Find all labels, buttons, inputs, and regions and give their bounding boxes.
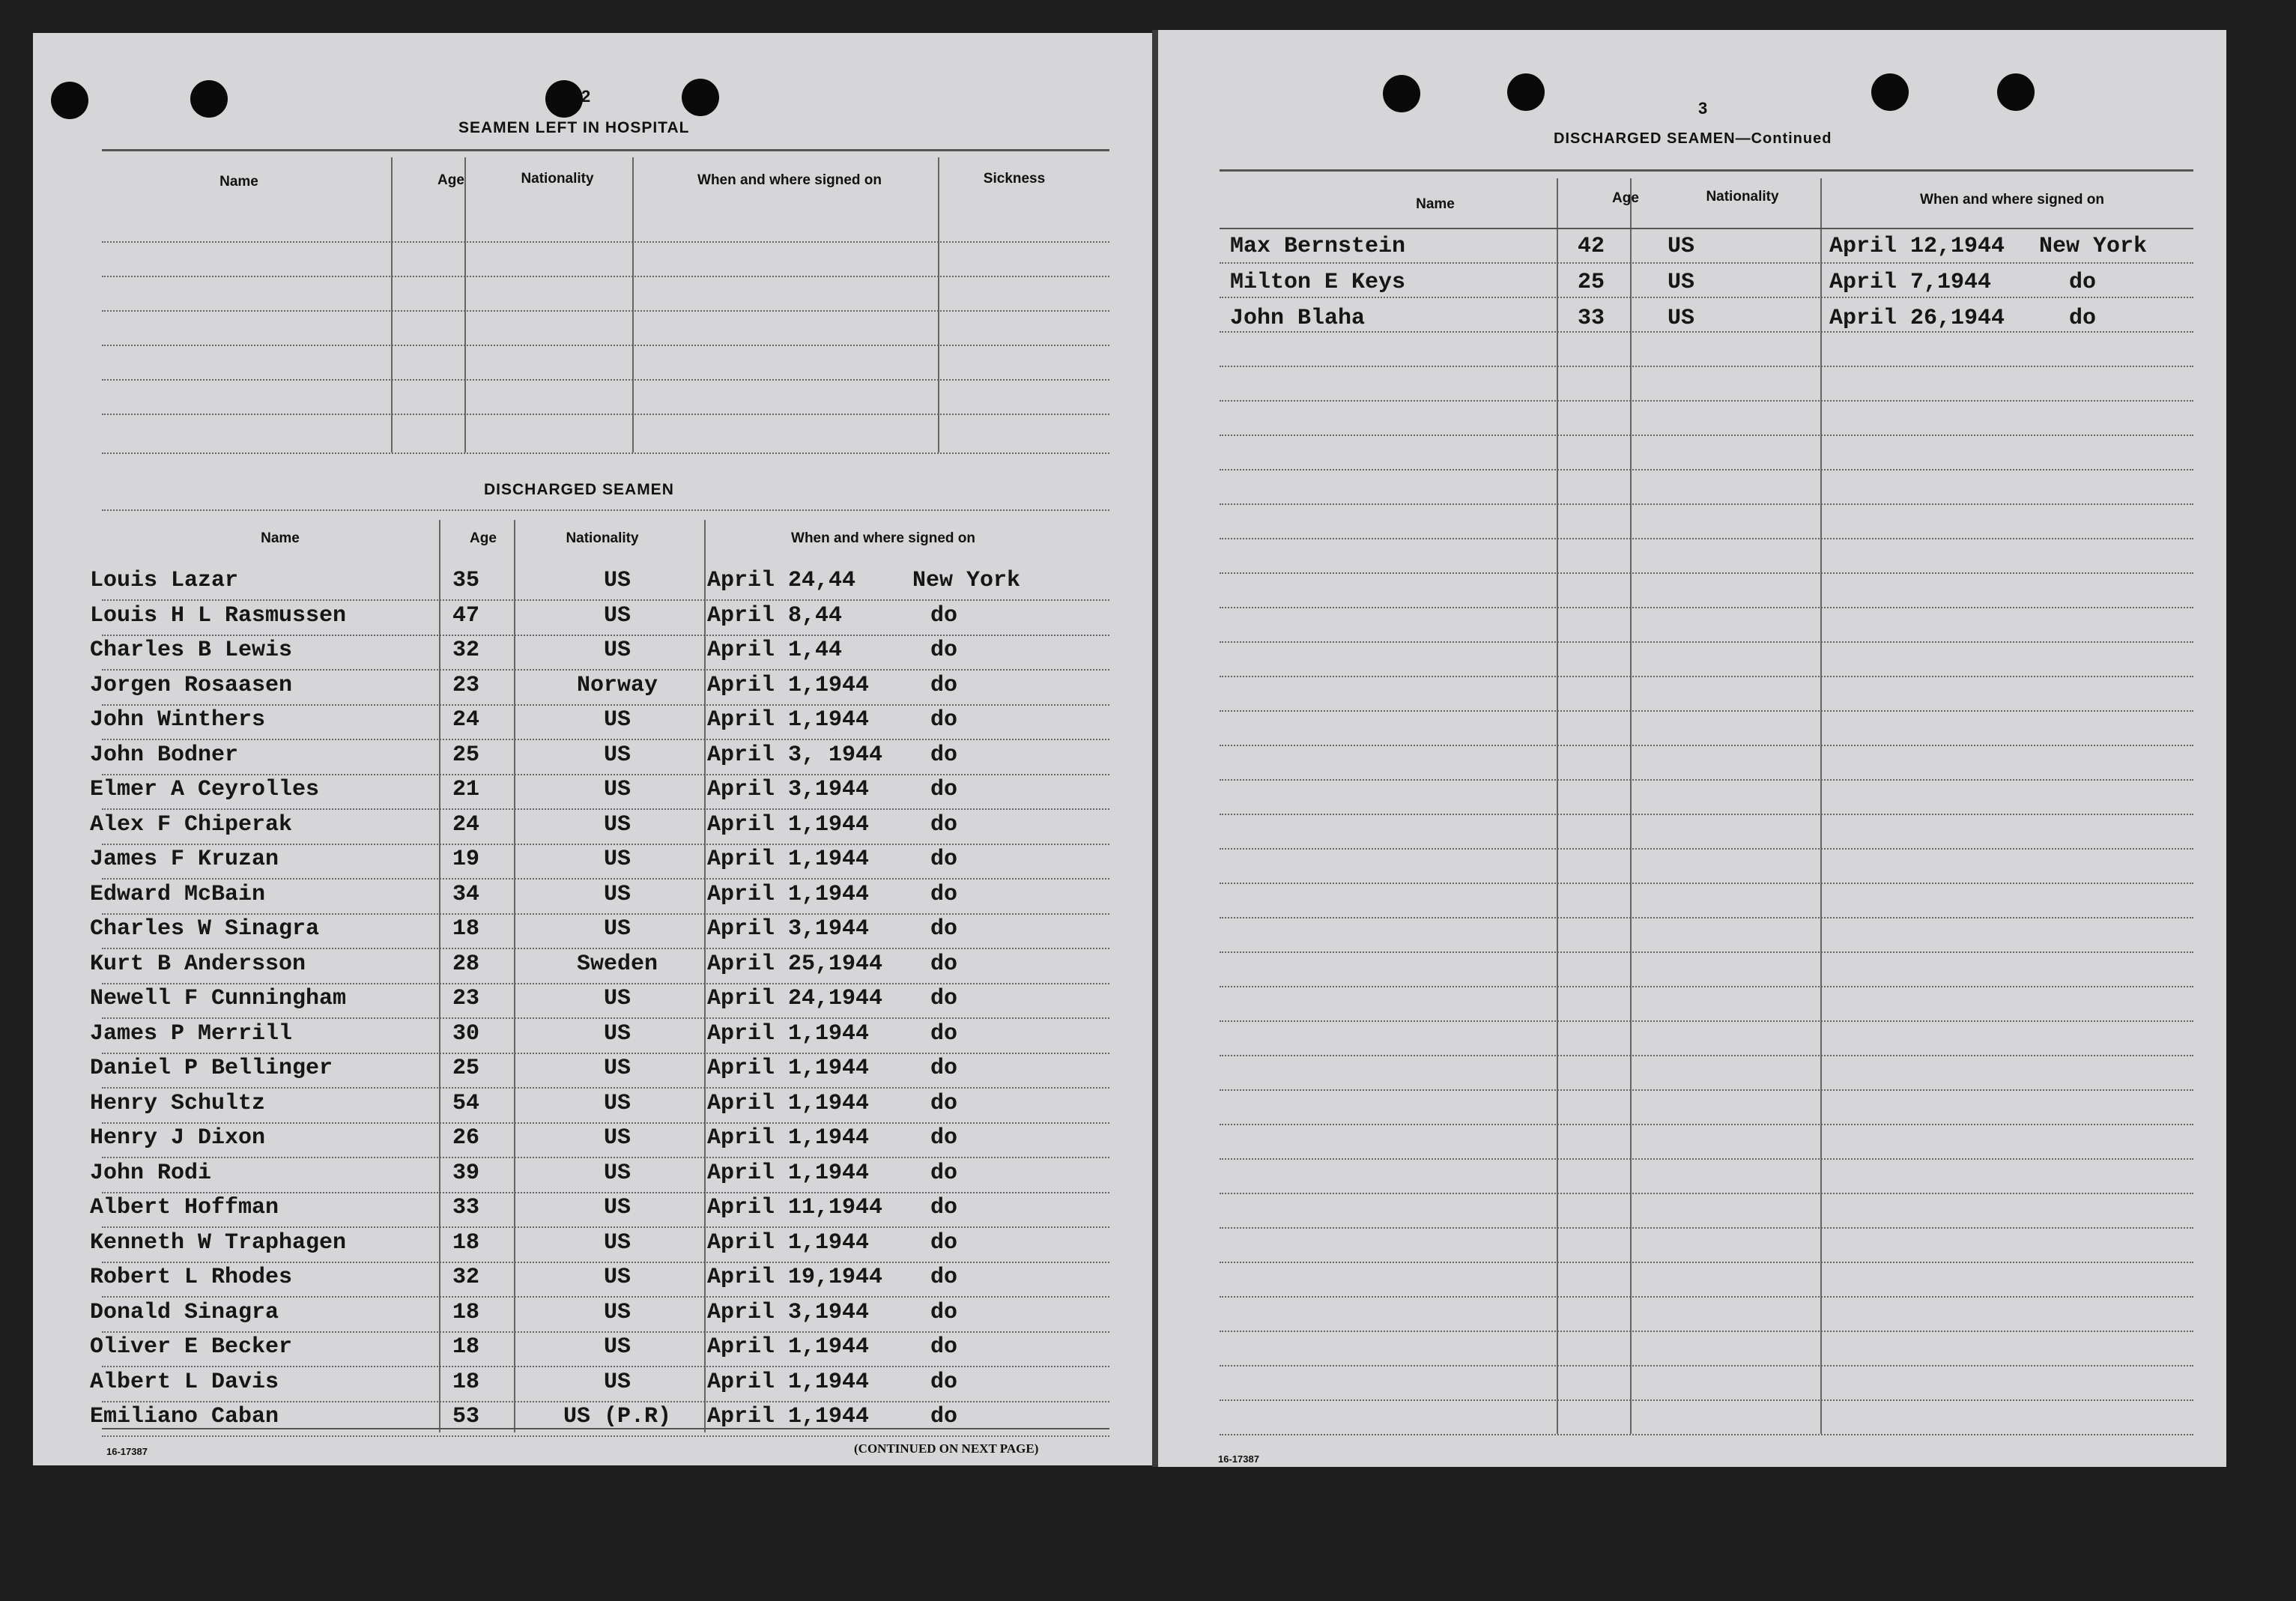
seaman-name: Daniel P Bellinger (90, 1056, 333, 1081)
seaman-name: Elmer A Ceyrolles (90, 777, 320, 802)
seaman-nationality: US (P.R) (563, 1404, 672, 1429)
row-rule (1220, 1434, 2193, 1435)
seaman-nationality: US (603, 1195, 631, 1220)
signed-on-place: do (930, 1091, 958, 1116)
seaman-nationality: US (603, 916, 631, 942)
column-header-nationality: Nationality (1706, 189, 1779, 205)
signed-on-date: April 1,1944 (707, 1404, 870, 1429)
signed-on-place: do (930, 847, 958, 872)
signed-on-place: do (930, 1056, 958, 1081)
table-row (33, 1193, 1152, 1228)
seaman-age: 19 (452, 847, 480, 872)
signed-on-place: do (930, 1404, 958, 1429)
signed-on-place: do (930, 1265, 958, 1290)
row-rule (102, 948, 1109, 949)
page-fold (1152, 30, 1158, 1467)
row-rule (1220, 1365, 2193, 1367)
signed-on-place: do (930, 812, 958, 838)
row-rule (102, 1366, 1109, 1367)
seaman-name: Henry Schultz (90, 1091, 266, 1116)
signed-on-date: April 1,1944 (707, 1370, 870, 1395)
table-row (33, 1368, 1152, 1402)
seaman-age: 32 (452, 638, 480, 663)
table-row (33, 1402, 1152, 1437)
row-rule (102, 1157, 1109, 1158)
row-rule (1220, 572, 2193, 574)
row-rule (1220, 1124, 2193, 1125)
row-rule (1220, 607, 2193, 608)
row-rule (102, 1226, 1109, 1228)
signed-on-date: April 1,1944 (707, 1334, 870, 1360)
seaman-age: 26 (452, 1125, 480, 1151)
row-rule (102, 1017, 1109, 1019)
row-rule (102, 1296, 1109, 1298)
column-header-name: Name (1416, 196, 1455, 212)
seaman-nationality: US (1668, 234, 1695, 259)
page-number: 3 (1698, 99, 1708, 118)
signed-on-place: do (930, 986, 958, 1011)
table-row (33, 984, 1152, 1019)
column-header-sickness: Sickness (983, 171, 1046, 187)
seaman-age: 30 (452, 1021, 480, 1047)
seaman-name: Charles W Sinagra (90, 916, 320, 942)
left-page (33, 33, 1152, 1465)
form-number: 16-17387 (106, 1446, 148, 1457)
seaman-name: James F Kruzan (90, 847, 279, 872)
seaman-age: 47 (452, 603, 480, 629)
seaman-nationality: US (603, 847, 631, 872)
seaman-name: Kurt B Andersson (90, 951, 306, 977)
row-rule (1220, 366, 2193, 367)
signed-on-place: do (930, 882, 958, 907)
signed-on-date: April 1,44 (707, 638, 843, 663)
signed-on-date: April 3,1944 (707, 777, 870, 802)
seaman-name: Robert L Rhodes (90, 1265, 293, 1290)
seaman-nationality: US (603, 638, 631, 663)
row-rule (1220, 917, 2193, 918)
signed-on-date: April 1,1944 (707, 1056, 870, 1081)
seaman-nationality: US (1668, 306, 1695, 331)
signed-on-place: do (930, 1021, 958, 1047)
seaman-nationality: US (603, 1056, 631, 1081)
seaman-nationality: US (603, 1370, 631, 1395)
table-row (33, 566, 1152, 601)
seaman-name: Max Bernstein (1230, 234, 1406, 259)
punch-hole (1871, 73, 1909, 111)
table-row (33, 1229, 1152, 1263)
seaman-name: Louis Lazar (90, 568, 239, 593)
seaman-nationality: US (603, 1021, 631, 1047)
seaman-name: James P Merrill (90, 1021, 293, 1047)
row-rule (1220, 1227, 2193, 1229)
column-header-name: Name (261, 530, 300, 546)
signed-on-date: April 11,1944 (707, 1195, 883, 1220)
seaman-age: 54 (452, 1091, 480, 1116)
seaman-name: Charles B Lewis (90, 638, 293, 663)
table-row (33, 602, 1152, 636)
seaman-nationality: US (603, 1091, 631, 1116)
column-header-nationality: Nationality (566, 530, 639, 546)
column-header-age: Age (1612, 190, 1639, 206)
signed-on-date: April 25,1944 (707, 951, 883, 977)
signed-on-date: April 12,1944 (1829, 234, 2005, 259)
signed-on-date: April 8,44 (707, 603, 843, 629)
table-row (1158, 306, 2226, 340)
column-header-age: Age (470, 530, 497, 546)
row-rule (1220, 710, 2193, 712)
row-rule (1220, 1020, 2193, 1022)
discharged-section-title: DISCHARGED SEAMEN (484, 481, 674, 498)
form-number: 16-17387 (1218, 1453, 1259, 1465)
row-rule (102, 599, 1109, 601)
seaman-age: 32 (452, 1265, 480, 1290)
seaman-name: Oliver E Becker (90, 1334, 293, 1360)
table-row (33, 845, 1152, 880)
table-row (33, 915, 1152, 949)
seaman-nationality: US (603, 603, 631, 629)
signed-on-date: April 7,1944 (1829, 270, 1992, 295)
seaman-name: Alex F Chiperak (90, 812, 293, 838)
signed-on-date: April 3,1944 (707, 1300, 870, 1325)
signed-on-place: do (930, 707, 958, 733)
seaman-nationality: US (603, 1265, 631, 1290)
punch-hole (1507, 73, 1545, 111)
signed-on-date: April 1,1944 (707, 812, 870, 838)
seaman-nationality: US (603, 1160, 631, 1186)
signed-on-place: do (930, 1370, 958, 1395)
row-rule (1220, 435, 2193, 436)
signed-on-place: do (930, 673, 958, 698)
seaman-age: 25 (452, 742, 480, 768)
signed-on-date: April 24,1944 (707, 986, 883, 1011)
row-rule (102, 1435, 1109, 1437)
seaman-nationality: US (603, 707, 631, 733)
page-number: 2 (581, 87, 591, 106)
row-rule (1220, 1055, 2193, 1056)
row-rule (1220, 469, 2193, 470)
seaman-nationality: US (603, 882, 631, 907)
right-page (1158, 30, 2226, 1467)
seaman-age: 18 (452, 1230, 480, 1256)
seaman-age: 39 (452, 1160, 480, 1186)
signed-on-date: April 1,1944 (707, 1125, 870, 1151)
seaman-name: Louis H L Rasmussen (90, 603, 347, 629)
column-header-signed-on: When and where signed on (1920, 192, 2104, 208)
seaman-name: Newell F Cunningham (90, 986, 347, 1011)
row-rule (1220, 400, 2193, 402)
signed-on-date: April 3,1944 (707, 916, 870, 942)
row-rule (1220, 848, 2193, 850)
seaman-age: 34 (452, 882, 480, 907)
column-header-signed-on: When and where signed on (697, 172, 882, 188)
signed-on-date: April 1,1944 (707, 1021, 870, 1047)
table-row (33, 1020, 1152, 1054)
signed-on-date: April 1,1944 (707, 707, 870, 733)
row-rule (1220, 1158, 2193, 1160)
seaman-name: Henry J Dixon (90, 1125, 266, 1151)
signed-on-place: New York (2039, 234, 2148, 259)
seaman-age: 18 (452, 1370, 480, 1395)
seaman-name: John Blaha (1230, 306, 1366, 331)
continued-note: (CONTINUED ON NEXT PAGE) (854, 1441, 1039, 1456)
row-rule (1220, 745, 2193, 746)
seaman-age: 24 (452, 812, 480, 838)
seaman-nationality: Norway (576, 673, 658, 698)
seaman-name: Milton E Keys (1230, 270, 1406, 295)
seaman-age: 33 (1578, 306, 1605, 331)
row-rule (1220, 883, 2193, 884)
seaman-nationality: US (603, 986, 631, 1011)
row-rule (1220, 814, 2193, 815)
column-header-nationality: Nationality (521, 171, 594, 187)
seaman-nationality: US (603, 568, 631, 593)
punch-hole (1383, 75, 1420, 112)
signed-on-date: April 1,1944 (707, 882, 870, 907)
seaman-name: John Rodi (90, 1160, 212, 1186)
signed-on-place: do (930, 638, 958, 663)
seaman-age: 33 (452, 1195, 480, 1220)
signed-on-date: April 1,1944 (707, 847, 870, 872)
table-row (33, 1054, 1152, 1089)
seaman-name: Albert L Davis (90, 1370, 279, 1395)
table-row (33, 1298, 1152, 1333)
column-header-signed-on: When and where signed on (791, 530, 975, 546)
row-rule (1220, 503, 2193, 505)
signed-on-date: April 3, 1944 (707, 742, 883, 768)
seaman-age: 25 (452, 1056, 480, 1081)
row-rule (1220, 641, 2193, 643)
table-row (33, 1089, 1152, 1124)
table-row (33, 811, 1152, 845)
row-rule (102, 739, 1109, 740)
row-rule (1220, 538, 2193, 539)
seaman-name: John Bodner (90, 742, 239, 768)
row-rule (1220, 1089, 2193, 1091)
seaman-age: 24 (452, 707, 480, 733)
signed-on-place: do (930, 742, 958, 768)
signed-on-place: do (930, 1125, 958, 1151)
signed-on-place: do (930, 1334, 958, 1360)
table-row (33, 1263, 1152, 1298)
seaman-age: 28 (452, 951, 480, 977)
seaman-age: 18 (452, 916, 480, 942)
table-row (33, 636, 1152, 671)
column-header-name: Name (219, 174, 258, 190)
signed-on-place: do (930, 1230, 958, 1256)
table-row (33, 1159, 1152, 1193)
table-row (33, 671, 1152, 706)
table-row (33, 1333, 1152, 1367)
signed-on-date: April 1,1944 (707, 1160, 870, 1186)
signed-on-place: do (930, 1160, 958, 1186)
seaman-age: 23 (452, 673, 480, 698)
row-rule (1220, 951, 2193, 953)
row-rule (102, 669, 1109, 671)
signed-on-date: April 19,1944 (707, 1265, 883, 1290)
column-header-age: Age (437, 172, 464, 188)
seaman-nationality: US (603, 1334, 631, 1360)
table-row (1158, 234, 2226, 268)
row-rule (1220, 1331, 2193, 1332)
seaman-name: Edward McBain (90, 882, 266, 907)
seaman-nationality: US (603, 812, 631, 838)
row-rule (1220, 1262, 2193, 1263)
discharged-table (33, 33, 1152, 1465)
table-row (33, 950, 1152, 984)
row-rule (1220, 779, 2193, 781)
signed-on-place: do (2069, 306, 2097, 331)
row-rule (102, 808, 1109, 810)
seaman-nationality: US (603, 1300, 631, 1325)
seaman-nationality: US (603, 742, 631, 768)
seaman-nationality: Sweden (576, 951, 658, 977)
row-rule (1220, 1399, 2193, 1401)
row-rule (1220, 1296, 2193, 1298)
signed-on-place: do (930, 1195, 958, 1220)
seaman-age: 23 (452, 986, 480, 1011)
row-rule (102, 1087, 1109, 1089)
seaman-age: 25 (1578, 270, 1605, 295)
seaman-name: Emiliano Caban (90, 1404, 279, 1429)
signed-on-place: do (930, 1300, 958, 1325)
seaman-name: Kenneth W Traphagen (90, 1230, 347, 1256)
seaman-name: Donald Sinagra (90, 1300, 279, 1325)
seaman-age: 53 (452, 1404, 480, 1429)
signed-on-place: do (930, 603, 958, 629)
seaman-age: 42 (1578, 234, 1605, 259)
row-rule (102, 878, 1109, 880)
seaman-nationality: US (1668, 270, 1695, 295)
seaman-nationality: US (603, 777, 631, 802)
signed-on-date: April 1,1944 (707, 1091, 870, 1116)
seaman-age: 35 (452, 568, 480, 593)
seaman-nationality: US (603, 1125, 631, 1151)
row-rule (1220, 1193, 2193, 1194)
seaman-name: John Winthers (90, 707, 266, 733)
signed-on-place: New York (912, 568, 1021, 593)
signed-on-date: April 1,1944 (707, 1230, 870, 1256)
punch-hole (1997, 73, 2035, 111)
signed-on-place: do (2069, 270, 2097, 295)
table-row (33, 706, 1152, 740)
table-row (33, 880, 1152, 915)
seaman-name: Albert Hoffman (90, 1195, 279, 1220)
signed-on-place: do (930, 777, 958, 802)
table-row (33, 741, 1152, 775)
seaman-age: 18 (452, 1300, 480, 1325)
seaman-name: Jorgen Rosaasen (90, 673, 293, 698)
row-rule (1220, 676, 2193, 677)
signed-on-date: April 26,1944 (1829, 306, 2005, 331)
seaman-age: 21 (452, 777, 480, 802)
continued-section-title: DISCHARGED SEAMEN—Continued (1554, 130, 1832, 147)
seaman-age: 18 (452, 1334, 480, 1360)
table-row (33, 775, 1152, 810)
table-row (1158, 270, 2226, 304)
signed-on-date: April 1,1944 (707, 673, 870, 698)
signed-on-place: do (930, 951, 958, 977)
row-rule (1220, 986, 2193, 987)
seaman-nationality: US (603, 1230, 631, 1256)
signed-on-date: April 24,44 (707, 568, 856, 593)
signed-on-place: do (930, 916, 958, 942)
table-row (33, 1124, 1152, 1158)
hospital-section-title: SEAMEN LEFT IN HOSPITAL (458, 119, 690, 136)
